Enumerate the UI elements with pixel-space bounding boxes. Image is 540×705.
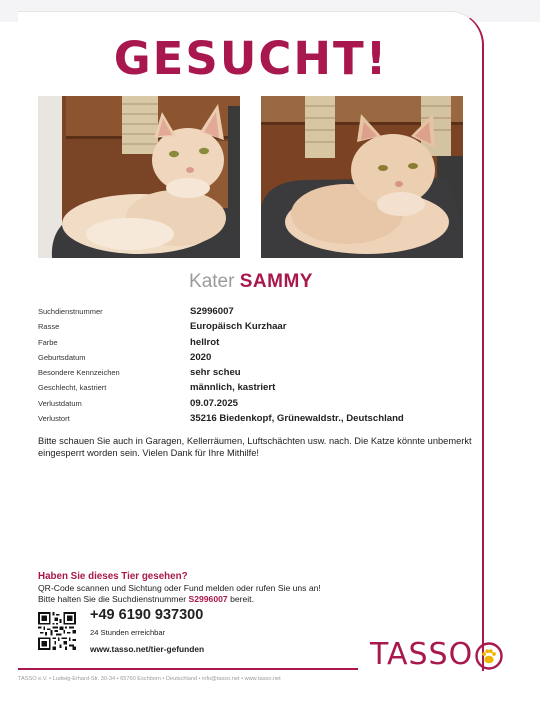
detail-value: 35216 Biedenkopf, Grünewaldstr., Deutschland bbox=[190, 413, 404, 425]
details-table bbox=[38, 306, 478, 428]
pet-name-heading bbox=[0, 271, 502, 293]
pet-species: Kater bbox=[189, 271, 235, 292]
detail-value: 2020 bbox=[190, 351, 212, 363]
detail-label: Geburtsdatum bbox=[38, 352, 86, 362]
contact-title: Haben Sie dieses Tier gesehen? bbox=[38, 571, 188, 582]
bottom-divider bbox=[18, 668, 358, 670]
cat-photo-2 bbox=[261, 96, 463, 258]
detail-value: S2996007 bbox=[190, 306, 234, 317]
detail-row bbox=[38, 306, 478, 321]
detail-value: hellrot bbox=[190, 336, 220, 348]
detail-row bbox=[38, 352, 478, 367]
footer-address: TASSO e.V. • Ludwig-Erhard-Str. 30-34 • 65760 Eschborn • Deutschland • info@tasso.net • www.tasso.net bbox=[18, 676, 281, 682]
report-link[interactable]: www.tasso.net/tier-gefunden bbox=[90, 644, 205, 654]
detail-value: 09.07.2025 bbox=[190, 397, 239, 409]
detail-value: sehr scheu bbox=[190, 367, 241, 379]
contact-line-1: QR-Code scannen und Sichtung oder Fund melden oder rufen Sie uns an! bbox=[38, 583, 321, 593]
page-title: GESUCHT! bbox=[113, 32, 389, 85]
detail-row bbox=[38, 321, 478, 336]
detail-label: Verlustort bbox=[38, 414, 70, 424]
detail-label: Geschlecht, kastriert bbox=[38, 383, 107, 393]
detail-value: männlich, kastriert bbox=[190, 382, 276, 394]
availability-text: 24 Stunden erreichbar bbox=[90, 628, 166, 637]
detail-label: Farbe bbox=[38, 337, 58, 347]
contact-section bbox=[38, 571, 368, 604]
detail-row bbox=[38, 367, 478, 382]
detail-row bbox=[38, 398, 478, 413]
detail-row bbox=[38, 382, 478, 397]
detail-label: Suchdienstnummer bbox=[38, 307, 103, 316]
contact-line-2-prefix: Bitte halten Sie die Suchdienstnummer bbox=[38, 593, 189, 604]
qr-code[interactable] bbox=[38, 612, 76, 650]
detail-value: Europäisch Kurzhaar bbox=[190, 321, 287, 333]
search-note: Bitte schauen Sie auch in Garagen, Kellerräumen, Luftschächten usw. nach. Die Katze könnte unbemerkt eingesperrt worden sein. Vielen Dank für Ihre Mithilfe! bbox=[38, 436, 472, 458]
contact-line-2-suffix: bereit. bbox=[227, 593, 254, 604]
detail-label: Besondere Kennzeichen bbox=[38, 368, 120, 378]
logo-text: TASSO bbox=[370, 637, 474, 672]
cat-photo-1 bbox=[38, 96, 240, 258]
pet-name: SAMMY bbox=[239, 271, 313, 292]
paw-icon bbox=[475, 642, 503, 670]
detail-label: Rasse bbox=[38, 322, 60, 332]
detail-row bbox=[38, 413, 478, 428]
detail-label: Verlustdatum bbox=[38, 398, 82, 408]
phone-number[interactable]: +49 6190 937300 bbox=[90, 607, 204, 623]
contact-line-2 bbox=[38, 594, 368, 605]
tasso-logo bbox=[370, 637, 503, 673]
search-number-highlight: S2996007 bbox=[188, 593, 228, 604]
detail-row bbox=[38, 337, 478, 352]
